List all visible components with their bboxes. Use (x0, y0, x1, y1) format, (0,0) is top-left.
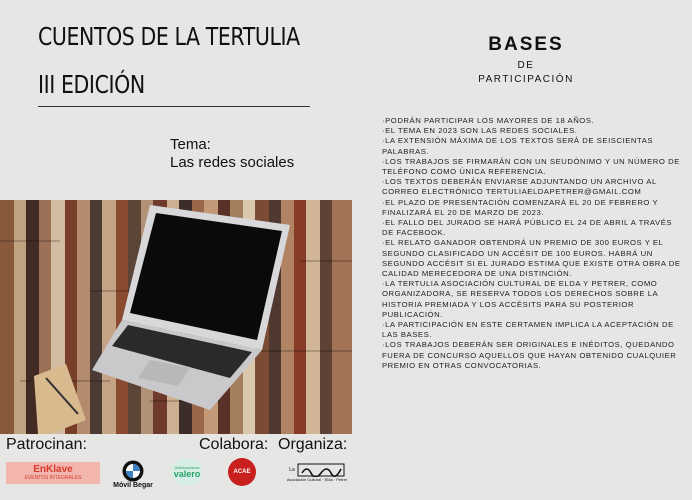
theme-value: Las redes sociales (170, 154, 295, 171)
enklave-logo-subtext: EVENTOS INTEGRALES (24, 475, 82, 481)
edition-title: III EDICIÓN (38, 70, 145, 99)
la-tertulia-subtext: Asociación Cultural · Elda · Petrer (286, 476, 348, 482)
organizer-label: Organiza: (278, 436, 348, 453)
rule-item: ·PODRÁN PARTICIPAR LOS MAYORES DE 18 AÑOS. (382, 116, 595, 125)
rules-list (382, 116, 682, 371)
rules-panel (360, 0, 692, 500)
poster-title: CUENTOS DE LA TERTULIA (38, 22, 300, 51)
movil-begar-logo (108, 456, 158, 492)
bases-heading: BASES (488, 34, 564, 55)
sponsors-label: Patrocinan: (6, 436, 87, 453)
rule-item: ·EL PLAZO DE PRESENTACIÓN COMENZARÁ EL 20 DE FEBRERO Y FINALIZARÁ EL 20 DE MARZO DE 2023. (382, 197, 659, 217)
acae-logo (228, 458, 256, 486)
theme-block (170, 136, 294, 172)
title-divider (38, 106, 310, 107)
collaborator-label: Colabora: (199, 436, 269, 453)
movil-begar-text: Móvil Begar (113, 481, 153, 489)
rule-item: ·LA TERTULIA ASOCIACIÓN CULTURAL DE ELDA Y PETRER, COMO ORGANIZADORA, SE RESERVA TODOS LOS DERECHOS SOBRE LA HISTORIA PREMIADA Y LOS ACCÉSITS PARA SU POSTERIOR PUBLICACIÓN. (382, 279, 658, 319)
valero-logo (171, 458, 203, 486)
rule-item: ·EL TEMA EN 2023 SON LAS REDES SOCIALES. (382, 126, 578, 136)
enklave-logo-text: EnKlave (33, 464, 73, 475)
enklave-logo (6, 462, 100, 484)
bases-de: DE (517, 60, 535, 71)
la-tertulia-wordmark-icon (297, 463, 345, 477)
rule-item: ·LA PARTICIPACIÓN EN ESTE CERTAMEN IMPLICA LA ACEPTACIÓN DE LAS BASES. (382, 320, 674, 340)
valero-text: valero (173, 469, 201, 479)
la-tertulia-logo (286, 458, 348, 486)
rule-item: ·EL RELATO GANADOR OBTENDRÁ UN PREMIO DE 300 EUROS Y EL SEGUNDO CLASIFICADO UN ACCÉSIT DE 100 EUROS. HABRÁ UN SEGUNDO ACCÉSIT SI EL JURADO ESTIMA QUE EXISTE OTRA OBRA DE CALIDAD MERECEDORA DE UNA DISTINCIÓN. (382, 238, 681, 279)
laptop-photo (0, 200, 352, 434)
rule-item: ·LA EXTENSIÓN MÁXIMA DE LOS TEXTOS SERÁ DE SEISCIENTAS PALABRAS. (382, 136, 654, 156)
la-tertulia-mark (289, 463, 345, 477)
acae-text: ACAE (233, 469, 251, 475)
bases-participation: PARTICIPACIÓN (478, 74, 574, 85)
valero-top-text: Distribuciones (174, 465, 200, 470)
rule-item: ·EL FALLO DEL JURADO SE HARÁ PÚBLICO EL 24 DE ABRIL A TRAVÉS DE FACEBOOK. (382, 218, 673, 238)
laptop-on-wood-illustration (0, 200, 352, 434)
bmw-roundel-icon (122, 460, 144, 482)
theme-label: Tema: (170, 136, 211, 153)
rule-item: ·LOS TRABAJOS DEBERÁN SER ORIGINALES E INÉDITOS, QUEDANDO FUERA DE CONCURSO AQUELLOS QUE HAYAN OBTENIDO CUALQUIER PREMIO EN OTRAS CONVOCATORIAS. (382, 340, 677, 370)
la-tertulia-small-text: La (289, 466, 295, 473)
rule-item: ·LOS TEXTOS DEBERÁN ENVIARSE ADJUNTANDO UN ARCHIVO AL CORREO ELECTRÓNICO TERTULIAELDAPETRER@GMAIL.COM (382, 177, 657, 197)
rule-item: ·LOS TRABAJOS SE FIRMARÁN CON UN SEUDÓNIMO Y UN NÚMERO DE TELÉFONO COMO ÚNICA REFERENCIA. (382, 156, 680, 177)
